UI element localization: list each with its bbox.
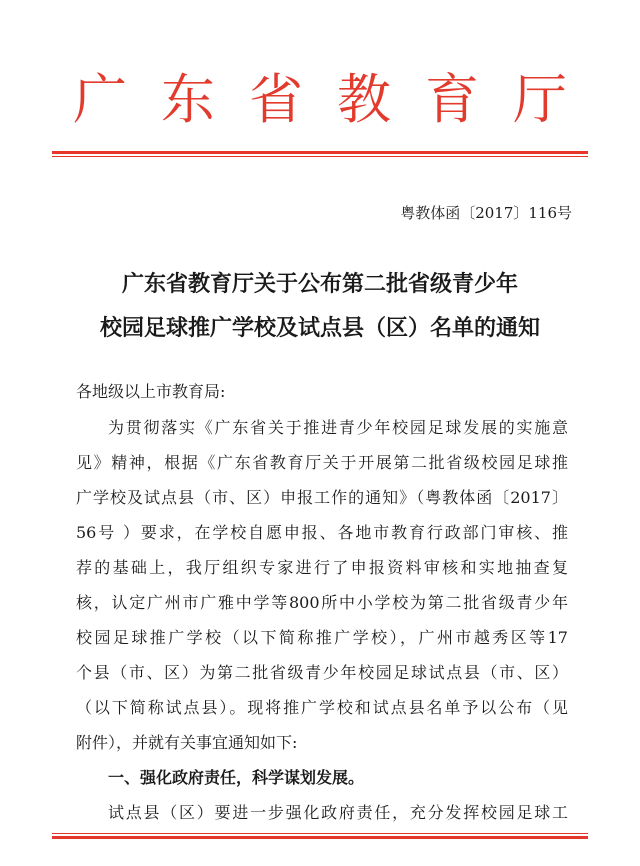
- body-line: 见》精神，根据《广东省教育厅关于开展第二批省级校园足球推: [76, 453, 568, 472]
- header-red-rule-thick: [52, 151, 588, 154]
- section-heading: 一、强化政府责任，科学谋划发展。: [108, 768, 365, 787]
- body-line: 校园足球推广学校（以下简称推广学校），广州市越秀区等17: [76, 628, 568, 647]
- body-line: 荐的基础上，我厅组织专家进行了申报资料审核和实地抽查复: [76, 558, 568, 577]
- header-red-rule-thin: [52, 156, 588, 157]
- body-line: 核，认定广州市广雅中学等800所中小学校为第二批省级青少年: [76, 593, 568, 612]
- footer-red-rule-thin: [52, 833, 588, 834]
- body-line: 为贯彻落实《广东省关于推进青少年校园足球发展的实施意: [108, 418, 568, 437]
- agency-header-title: 广东省教育厅: [73, 68, 601, 131]
- document-title-line-1: 广东省教育厅关于公布第二批省级青少年: [121, 272, 518, 297]
- footer-red-rule-thick: [52, 836, 588, 839]
- section-first-line: 试点县（区）要进一步强化政府责任，充分发挥校园足球工: [108, 803, 568, 822]
- salutation: 各地级以上市教育局:: [76, 382, 226, 401]
- body-line: 附件），并就有关事宜通知如下:: [76, 733, 298, 752]
- document-number: 粤教体函〔2017〕116号: [400, 204, 572, 222]
- body-line: 56号 ）要求，在学校自愿申报、各地市教育行政部门审核、推: [76, 523, 568, 542]
- body-line: 广学校及试点县（市、区）申报工作的通知》（粤教体函〔2017〕: [76, 488, 568, 507]
- body-line: 个县（市、区）为第二批省级青少年校园足球试点县（市、区）: [76, 663, 568, 682]
- document-title-line-2: 校园足球推广学校及试点县（区）名单的通知: [99, 316, 540, 341]
- body-line: （以下简称试点县）。现将推广学校和试点县名单予以公布（见: [76, 698, 568, 717]
